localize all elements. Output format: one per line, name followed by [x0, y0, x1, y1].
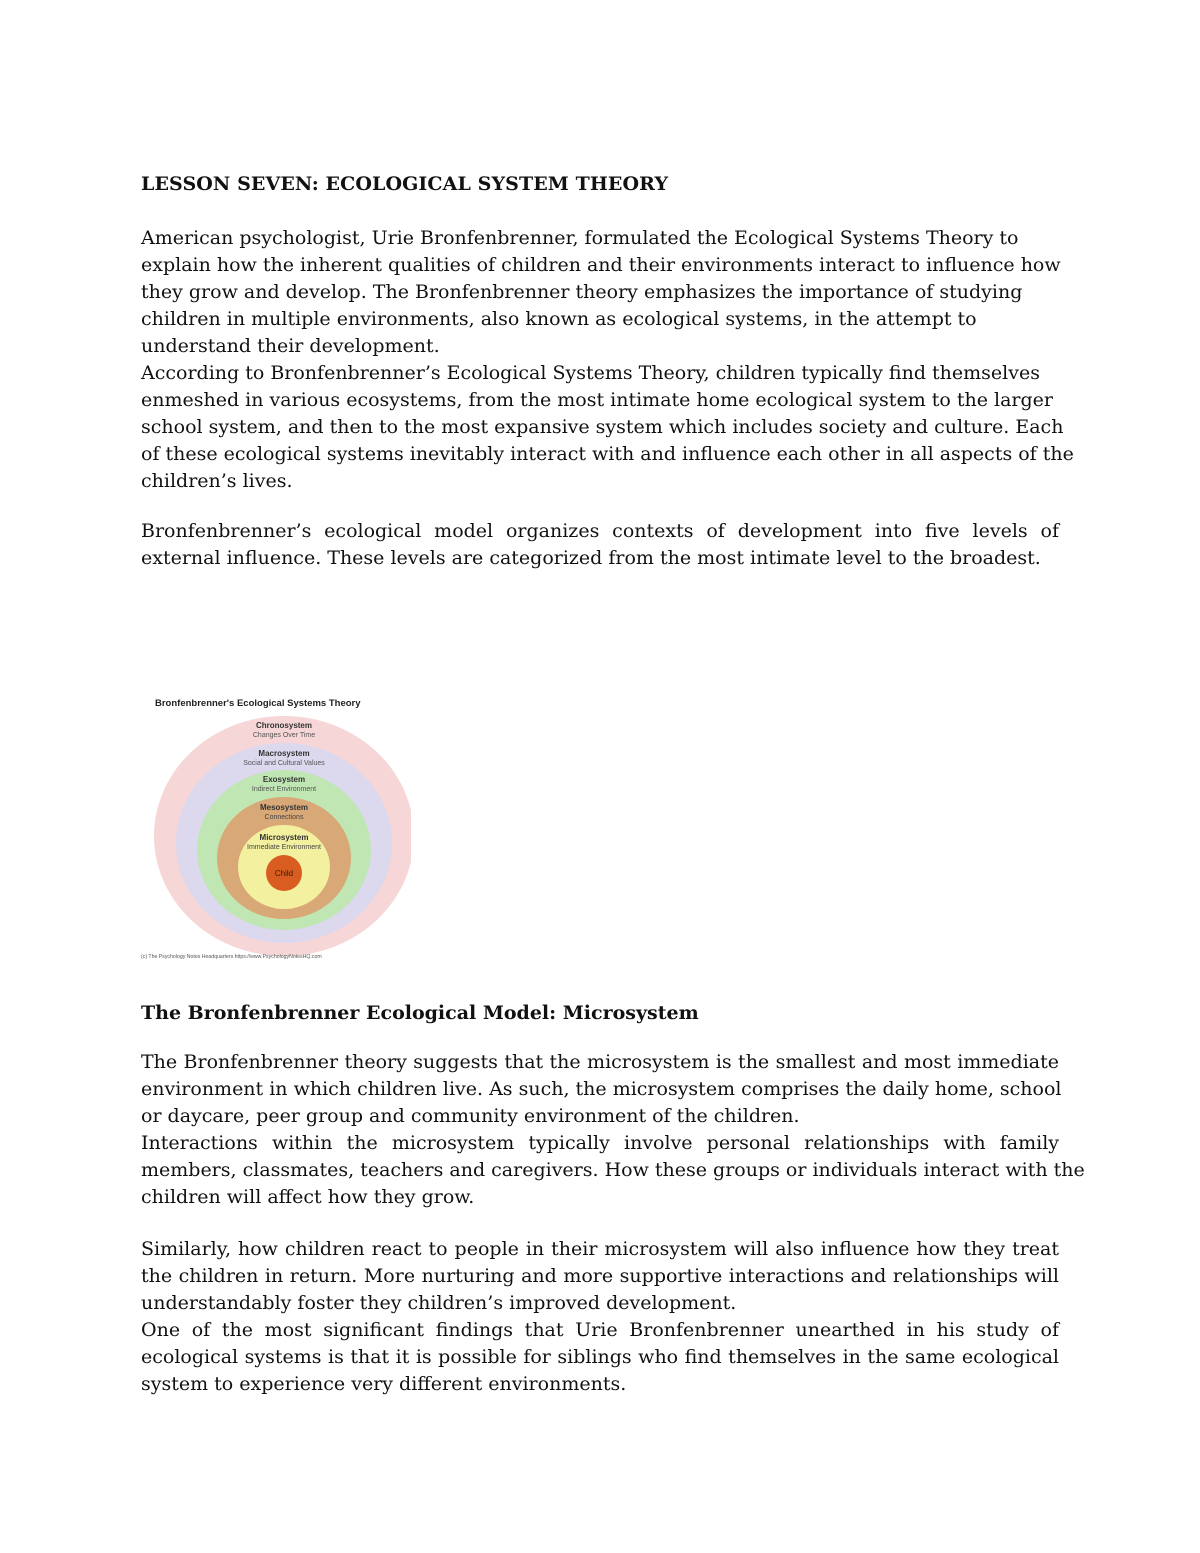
levels-paragraph: [141, 518, 1059, 572]
diagram-title: Bronfenbrenner's Ecological Systems Theory: [155, 698, 361, 709]
text-line: they grow and develop. The Bronfenbrenner theory emphasizes the importance of studying: [141, 281, 1023, 303]
microsystem-heading: The Bronfenbrenner Ecological Model: Microsystem: [141, 1002, 699, 1024]
text-line: children’s lives.: [141, 470, 293, 492]
ring-desc: Social and Cultural Values: [243, 760, 325, 767]
ring-desc: Changes Over Time: [252, 732, 316, 739]
text-line: One of the most significant findings that Urie Bronfenbrenner unearthed in his study of: [141, 1319, 1059, 1341]
text-line: According to Bronfenbrenner’s Ecological Systems Theory, children typically find themselves: [141, 362, 1040, 384]
text-line: external influence. These levels are categorized from the most intimate level to the broadest.: [141, 547, 1041, 569]
text-line: school system, and then to the most expansive system which includes society and culture. Each: [141, 416, 1064, 438]
text-line: system to experience very different environments.: [141, 1373, 627, 1395]
ecological-systems-diagram: [141, 690, 411, 960]
text-line: children will affect how they grow.: [141, 1186, 475, 1208]
text-line: explain how the inherent qualities of children and their environments interact to influence how: [141, 254, 1061, 276]
diagram-credit: (c) The Psychology Notes Headquarters https://www.PsychologyNotesHQ.com: [141, 954, 322, 960]
intro-paragraph: [141, 225, 1074, 495]
lesson-title: LESSON SEVEN: ECOLOGICAL SYSTEM THEORY: [141, 173, 669, 195]
text-line: children in multiple environments, also known as ecological systems, in the attempt to: [141, 308, 977, 330]
ring-label: Chronosystem: [255, 721, 313, 730]
ring-label: Mesosystem: [259, 803, 309, 812]
text-line: ecological systems is that it is possible for siblings who find themselves in the same ecological: [141, 1346, 1059, 1368]
text-line: American psychologist, Urie Bronfenbrenner, formulated the Ecological Systems Theory to: [141, 227, 1019, 249]
text-line: Bronfenbrenner’s ecological model organizes contexts of development into five levels of: [141, 520, 1059, 542]
text-line: members, classmates, teachers and caregivers. How these groups or individuals interact with the: [141, 1159, 1085, 1181]
text-line: or daycare, peer group and community environment of the children.: [141, 1105, 800, 1127]
text-line: enmeshed in various ecosystems, from the most intimate home ecological system to the larger: [141, 389, 1053, 411]
ring-desc: Connections: [264, 814, 304, 821]
text-line: the children in return. More nurturing and more supportive interactions and relationships will: [141, 1265, 1059, 1287]
text-line: understand their development.: [141, 335, 440, 357]
text-line: environment in which children live. As such, the microsystem comprises the daily home, school: [141, 1078, 1062, 1100]
center-label: Child: [274, 869, 294, 878]
text-line: The Bronfenbrenner theory suggests that the microsystem is the smallest and most immediate: [141, 1051, 1059, 1073]
ring-desc: Immediate Environment: [247, 844, 321, 851]
microsystem-paragraph-1: [141, 1049, 1085, 1211]
text-line: Similarly, how children react to people in their microsystem will also influence how they treat: [141, 1238, 1059, 1260]
text-line: of these ecological systems inevitably interact with and influence each other in all aspects of the: [141, 443, 1074, 465]
ring-label: Macrosystem: [258, 749, 310, 758]
ring-label: Exosystem: [262, 775, 306, 784]
text-line: Interactions within the microsystem typically involve personal relationships with family: [141, 1132, 1059, 1154]
microsystem-paragraph-2: [141, 1236, 1059, 1398]
text-line: understandably foster they children’s improved development.: [141, 1292, 737, 1314]
ring-desc: Indirect Environment: [251, 786, 317, 793]
ring-label: Microsystem: [259, 833, 309, 842]
